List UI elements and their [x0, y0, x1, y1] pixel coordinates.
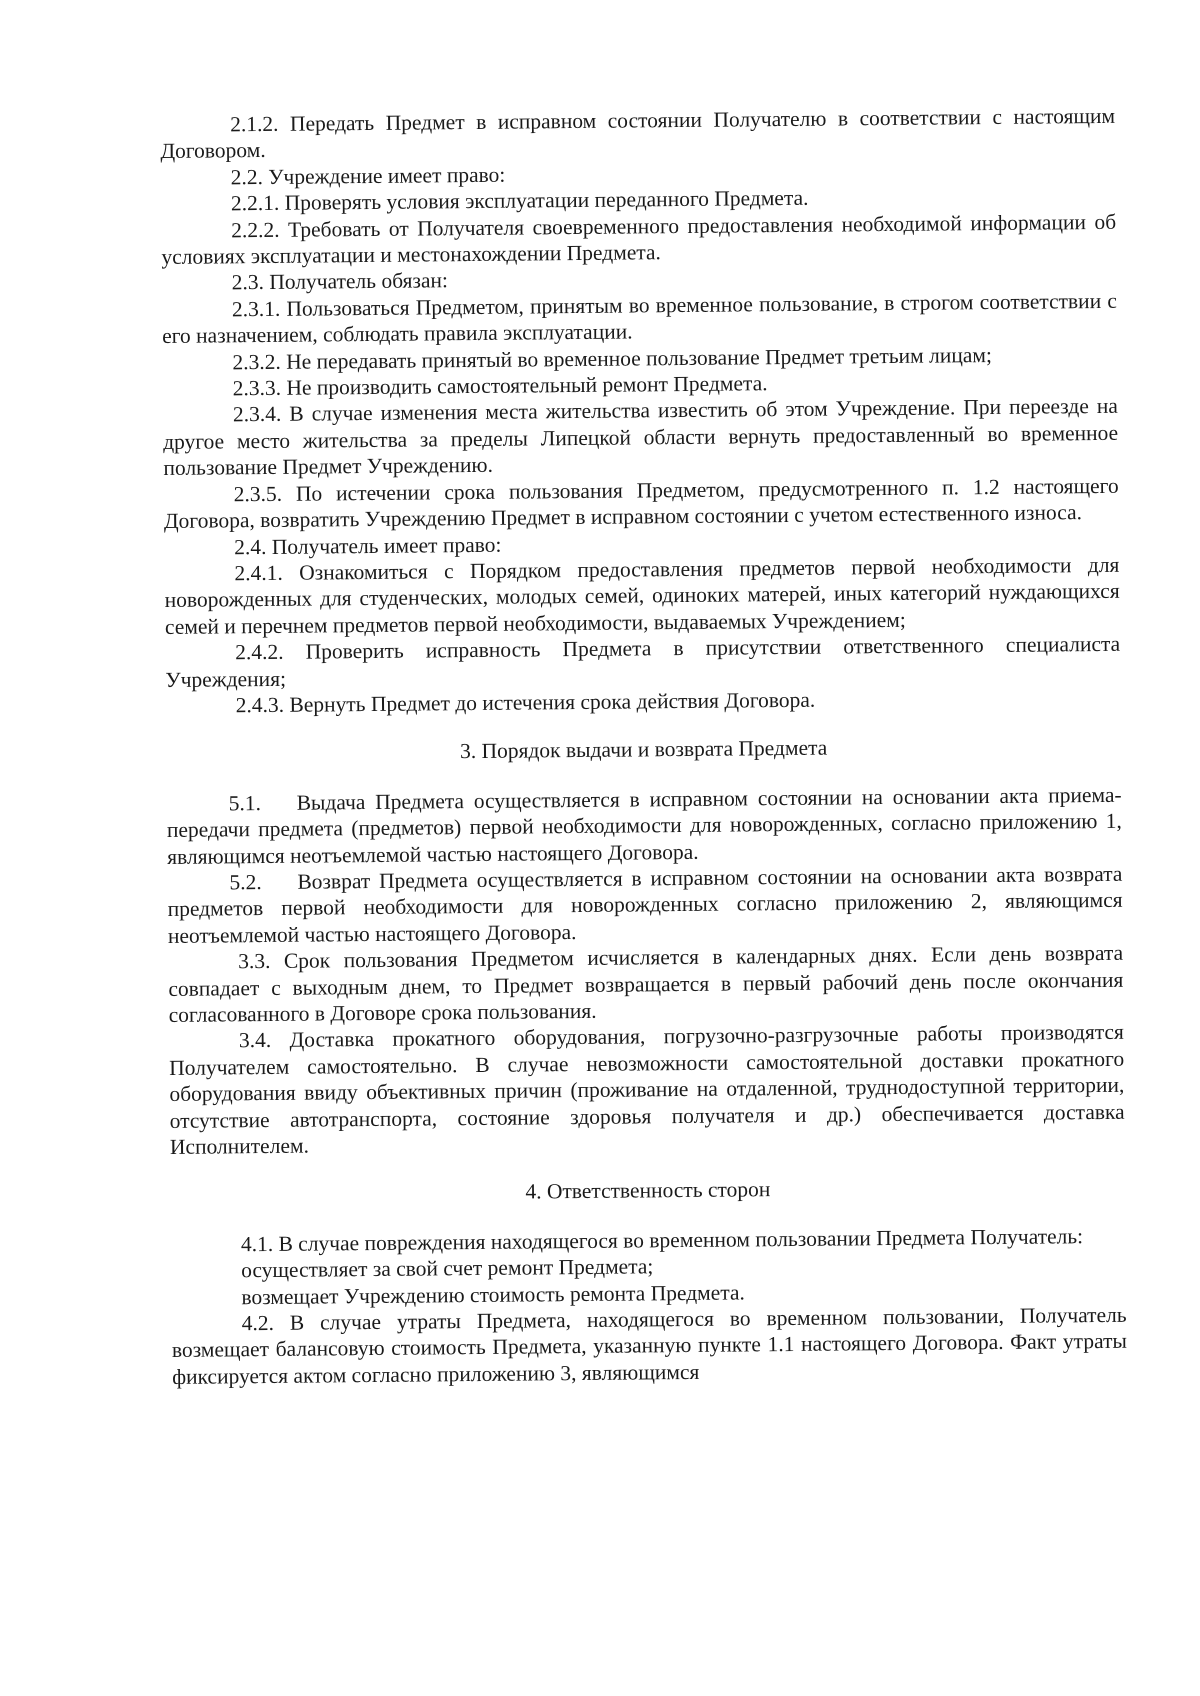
clause-2-4: 2.4. Получатель имеет право: [234, 532, 502, 559]
clause-2-2-1: 2.2.1. Проверять условия эксплуатации переданного Предмета. [230, 185, 809, 216]
clause-2-4-3: 2.4.3. Вернуть Предмет до истечения срока действия Договора. [235, 687, 816, 718]
clause-4-1-item-compensate: возмещает Учреждению стоимость ремонта Предмета. [241, 1280, 745, 1309]
clause-2-3-5: 2.3.5. По истечении срока пользования Предметом, предусмотренного п. 1.2 настоящего Договора, возвратить Учреждению Предмет в исправном состоянии с учетом естественного износа. [163, 473, 1119, 534]
section-3-heading: 3. Порядок выдачи и возврата Предмета [459, 735, 828, 764]
clause-2-2: 2.2. Учреждение имеет право: [230, 162, 506, 190]
clause-2-4-1: 2.4.1. Ознакомиться с Порядком предоставления предметов первой необходимости для новорожденных для студенческих, молодых семей, одиноких матерей, иных категорий нуждающихся семей и перечнем предметов первой необходимости, выдаваемых Учреждением; [164, 552, 1120, 639]
clause-4-2: 4.2. В случае утраты Предмета, находящегося во временном пользовании, Получатель возмещает балансовую стоимость Предмета, указанную пункте 1.1 настоящего Договора. Факт утраты фиксируется актом согласно приложению 3, являющимся [171, 1302, 1127, 1389]
clause-5-1 [167, 782, 1123, 870]
clause-2-1-2: 2.1.2. Передать Предмет в исправном состоянии Получателю в соответствии с настоящим Договором. [160, 103, 1116, 164]
clause-5-2 [167, 861, 1123, 949]
clause-4-1: 4.1. В случае повреждения находящегося во временном пользовании Предмета Получатель: [240, 1224, 1084, 1257]
clause-2-3-2: 2.3.2. Не передавать принятый во временное пользование Предмет третьим лицам; [232, 342, 993, 374]
clause-2-2-2: 2.2.2. Требовать от Получателя своевременного предоставления необходимой информации об условиях эксплуатации и местонахождении Предмета. [161, 209, 1117, 270]
section-4-heading: 4. Ответственность сторон [525, 1177, 771, 1204]
clause-5-2-text: Возврат Предмета осуществляется в исправном состоянии на основании акта возврата предметов первой необходимости для новорожденных согласно приложению 2, являющимся неотъемлемой частью настоящего Договора. [167, 861, 1123, 948]
clause-2-4-2: 2.4.2. Проверить исправность Предмета в присутствии ответственного специалиста Учреждения; [165, 631, 1121, 692]
clause-3-3: 3.3. Срок пользования Предметом исчисляется в календарных днях. Если день возврата совпадает с выходным днем, то Предмет возвращается в первый рабочий день после окончания согласованного в Договоре срока пользования. [168, 940, 1124, 1027]
clause-2-3: 2.3. Получатель обязан: [231, 268, 449, 295]
clause-2-3-4: 2.3.4. В случае изменения места жительства известить об этом Учреждение. При переезде на другое место жительства за пределы Липецкой области вернуть предоставленный во временное пользование Предмет Учреждению. [163, 394, 1119, 481]
clause-4-1-item-repair: осуществляет за свой счет ремонт Предмета; [241, 1254, 654, 1283]
clause-5-2-number: 5.2. [229, 870, 262, 895]
clause-2-3-1: 2.3.1. Пользоваться Предметом, принятым во временное пользование, в строгом соответствии с его назначением, соблюдать правила эксплуатации. [162, 288, 1117, 349]
document-body [160, 103, 1127, 1390]
clause-3-4: 3.4. Доставка прокатного оборудования, погрузочно-разгрузочные работы производятся Получателем самостоятельно. В случае невозможности самостоятельной доставки прокатного оборудования ввиду объективных причин (проживание на отдаленной, труднодоступной территории, отсутствие автотранспорта, состояние здоровья получателя и др.) обеспечивается доставка Исполнителем. [169, 1020, 1125, 1159]
clause-5-1-number: 5.1. [228, 790, 262, 816]
clause-2-3-3: 2.3.3. Не производить самостоятельный ремонт Предмета. [232, 371, 768, 401]
clause-5-1-text: Выдача Предмета осуществляется в исправном состоянии на основании акта приема-передачи предмета (предметов) первой необходимости для новорожденных, согласно приложению 1, являющимся неотъемлемой частью настоящего Договора. [166, 782, 1122, 869]
